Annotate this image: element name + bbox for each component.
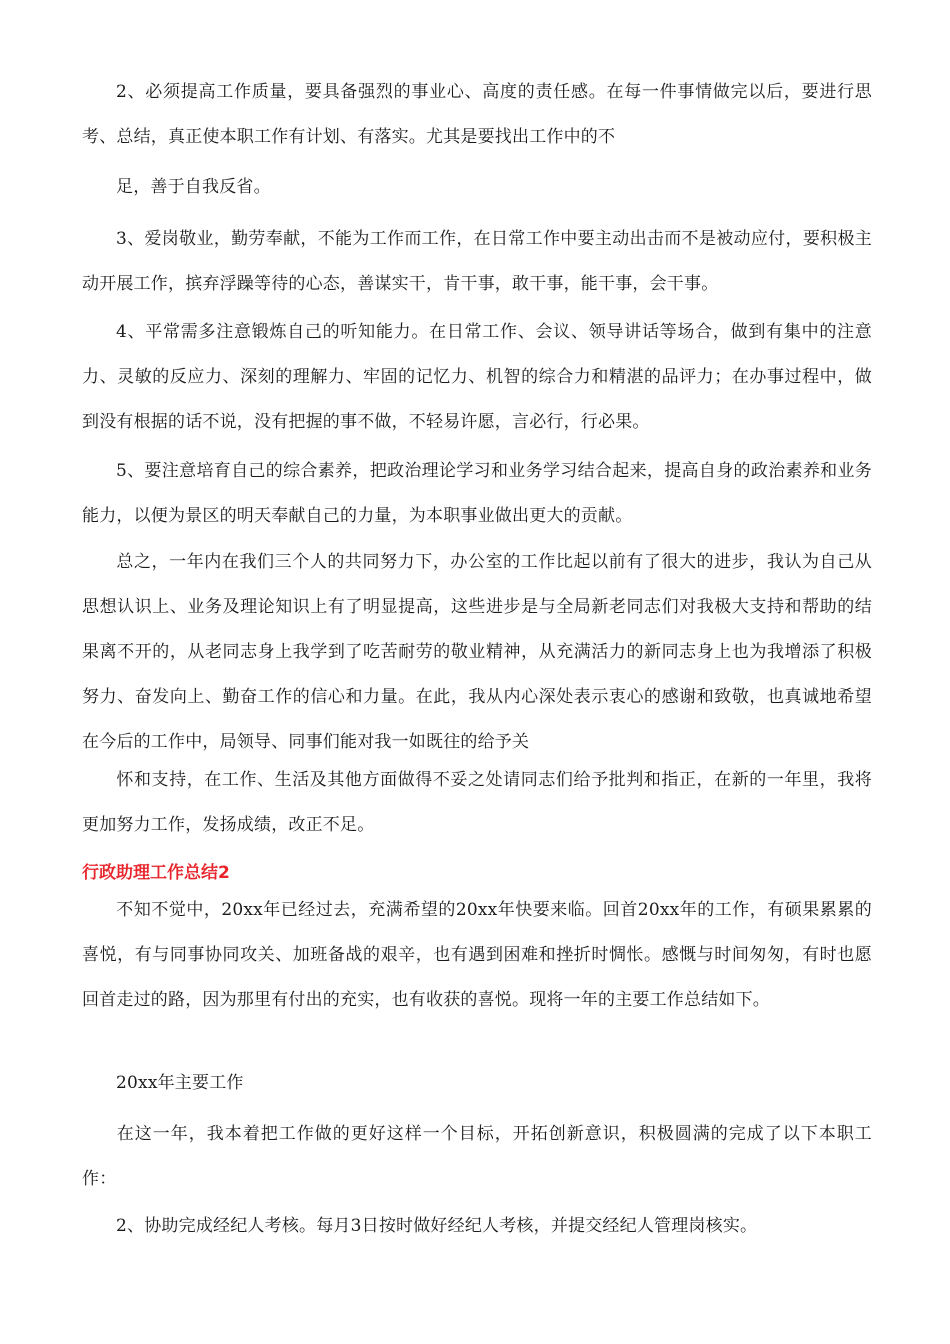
paragraph-summary-continued: 怀和支持，在工作、生活及其他方面做得不妥之处请同志们给予批判和指正，在新的一年里，我将更加努力工作，发扬成绩，改正不足。 <box>82 770 872 835</box>
paragraph-this-year: 在这一年，我本着把工作做的更好这样一个目标，开拓创新意识，积极圆满的完成了以下本职工作： <box>82 1124 872 1189</box>
paragraph-self-reflection: 足，善于自我反省。 <box>116 177 271 197</box>
paragraph-listening-ability: 4、平常需多注意锻炼自己的听知能力。在日常工作、会议、领导讲话等场合，做到有集中的注意力、灵敏的反应力、深刻的理解力、牢固的记忆力、机智的综合力和精湛的品评力；在办事过程中，做到没有根据的话不说，没有把握的事不做，不轻易许愿，言必行，行必果。 <box>82 322 872 432</box>
paragraph-work-quality: 2、必须提高工作质量，要具备强烈的事业心、高度的责任感。在每一件事情做完以后，要进行思考、总结，真正使本职工作有计划、有落实。尤其是要找出工作中的不 <box>82 82 872 147</box>
section-heading: 行政助理工作总结2 <box>82 863 230 883</box>
paragraph-main-work-title: 20xx年主要工作 <box>116 1073 244 1093</box>
paragraph-comprehensive-quality: 5、要注意培育自己的综合素养，把政治理论学习和业务学习结合起来，提高自身的政治素养和业务能力，以便为景区的明天奉献自己的力量，为本职事业做出更大的贡献。 <box>82 461 872 526</box>
paragraph-broker-assessment: 2、协助完成经纪人考核。每月3日按时做好经纪人考核，并提交经纪人管理岗核实。 <box>116 1216 758 1236</box>
paragraph-summary: 总之，一年内在我们三个人的共同努力下，办公室的工作比起以前有了很大的进步，我认为自己从思想认识上、业务及理论知识上有了明显提高，这些进步是与全局新老同志们对我极大支持和帮助的结果离不开的，从老同志身上我学到了吃苦耐劳的敬业精神，从充满活力的新同志身上也为我增添了积极努力、奋发向上、勤奋工作的信心和力量。在此，我从内心深处表示衷心的感谢和致敬，也真诚地希望在今后的工作中，局领导、同事们能对我一如既往的给予关 <box>82 552 872 752</box>
paragraph-year-review: 不知不觉中，20xx年已经过去，充满希望的20xx年快要来临。回首20xx年的工作，有硕果累累的喜悦，有与同事协同攻关、加班备战的艰辛，也有遇到困难和挫折时惆怅。感慨与时间匆匆，有时也愿回首走过的路，因为那里有付出的充实，也有收获的喜悦。现将一年的主要工作总结如下。 <box>82 900 872 1010</box>
paragraph-dedication: 3、爱岗敬业，勤劳奉献，不能为工作而工作，在日常工作中要主动出击而不是被动应付，要积极主动开展工作，摈弃浮躁等待的心态，善谋实干，肯干事，敢干事，能干事，会干事。 <box>82 229 872 294</box>
